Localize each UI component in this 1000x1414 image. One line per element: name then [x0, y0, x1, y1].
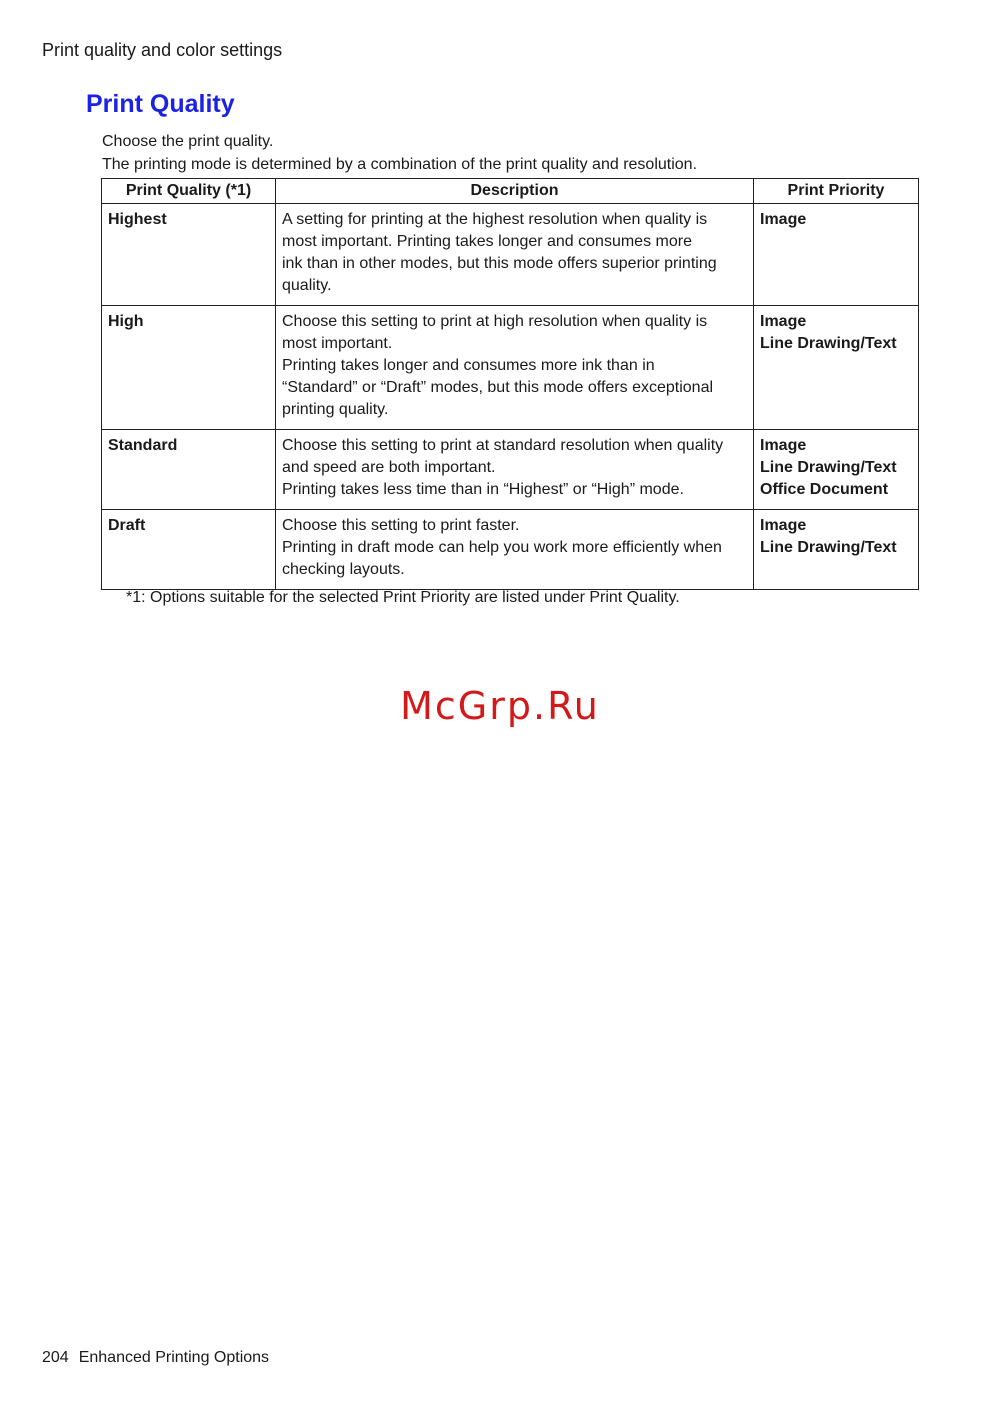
table-header-row: [102, 179, 919, 204]
quality-name: Draft: [102, 510, 276, 590]
priority-item: Image: [760, 437, 807, 454]
description-line: “Standard” or “Draft” modes, but this mode offers exceptional: [282, 379, 714, 396]
column-header-description: Description: [276, 179, 754, 204]
priority-item: Image: [760, 313, 807, 330]
quality-priority: [754, 204, 919, 306]
section-title: Print Quality: [86, 90, 235, 118]
priority-item: Office Document: [760, 481, 889, 498]
page-footer: [42, 1349, 269, 1367]
description-line: A setting for printing at the highest resolution when quality is: [282, 211, 708, 228]
priority-item: Line Drawing/Text: [760, 459, 897, 476]
description-line: checking layouts.: [282, 561, 405, 578]
quality-priority: [754, 510, 919, 590]
description-line: Choose this setting to print at standard resolution when quality: [282, 437, 724, 454]
column-header-print-priority: Print Priority: [754, 179, 919, 204]
running-header: Print quality and color settings: [42, 40, 283, 60]
intro-text: [102, 130, 697, 176]
watermark: McGrp.Ru: [400, 684, 600, 728]
description-line: ink than in other modes, but this mode offers superior printing: [282, 255, 717, 272]
print-quality-table: [101, 178, 919, 590]
quality-name: Highest: [102, 204, 276, 306]
intro-line: The printing mode is determined by a combination of the print quality and resolution.: [102, 156, 698, 173]
priority-item: Image: [760, 211, 807, 228]
priority-item: Line Drawing/Text: [760, 539, 897, 556]
table-row: [102, 430, 919, 510]
quality-description: [276, 204, 754, 306]
quality-priority: [754, 430, 919, 510]
description-line: most important.: [282, 335, 393, 352]
description-line: Choose this setting to print at high resolution when quality is: [282, 313, 708, 330]
column-header-print-quality: Print Quality (*1): [102, 179, 276, 204]
table-footnote: *1: Options suitable for the selected Print Priority are listed under Print Quality.: [126, 589, 680, 606]
description-line: quality.: [282, 277, 332, 294]
quality-priority: [754, 306, 919, 430]
quality-name: High: [102, 306, 276, 430]
quality-description: [276, 430, 754, 510]
priority-item: Image: [760, 517, 807, 534]
quality-description: [276, 510, 754, 590]
table-row: [102, 204, 919, 306]
description-line: Printing in draft mode can help you work more efficiently when: [282, 539, 722, 556]
description-line: Printing takes less time than in “Highest” or “High” mode.: [282, 481, 684, 498]
quality-description: [276, 306, 754, 430]
table-row: [102, 306, 919, 430]
description-line: Choose this setting to print faster.: [282, 517, 520, 534]
page-number: 204: [42, 1349, 69, 1366]
description-line: Printing takes longer and consumes more ink than in: [282, 357, 655, 374]
description-line: most important. Printing takes longer and consumes more: [282, 233, 692, 250]
priority-item: Line Drawing/Text: [760, 335, 897, 352]
description-line: and speed are both important.: [282, 459, 496, 476]
description-line: printing quality.: [282, 401, 389, 418]
chapter-title: Enhanced Printing Options: [78, 1349, 270, 1366]
quality-name: Standard: [102, 430, 276, 510]
table-row: [102, 510, 919, 590]
intro-line: Choose the print quality.: [102, 133, 274, 150]
